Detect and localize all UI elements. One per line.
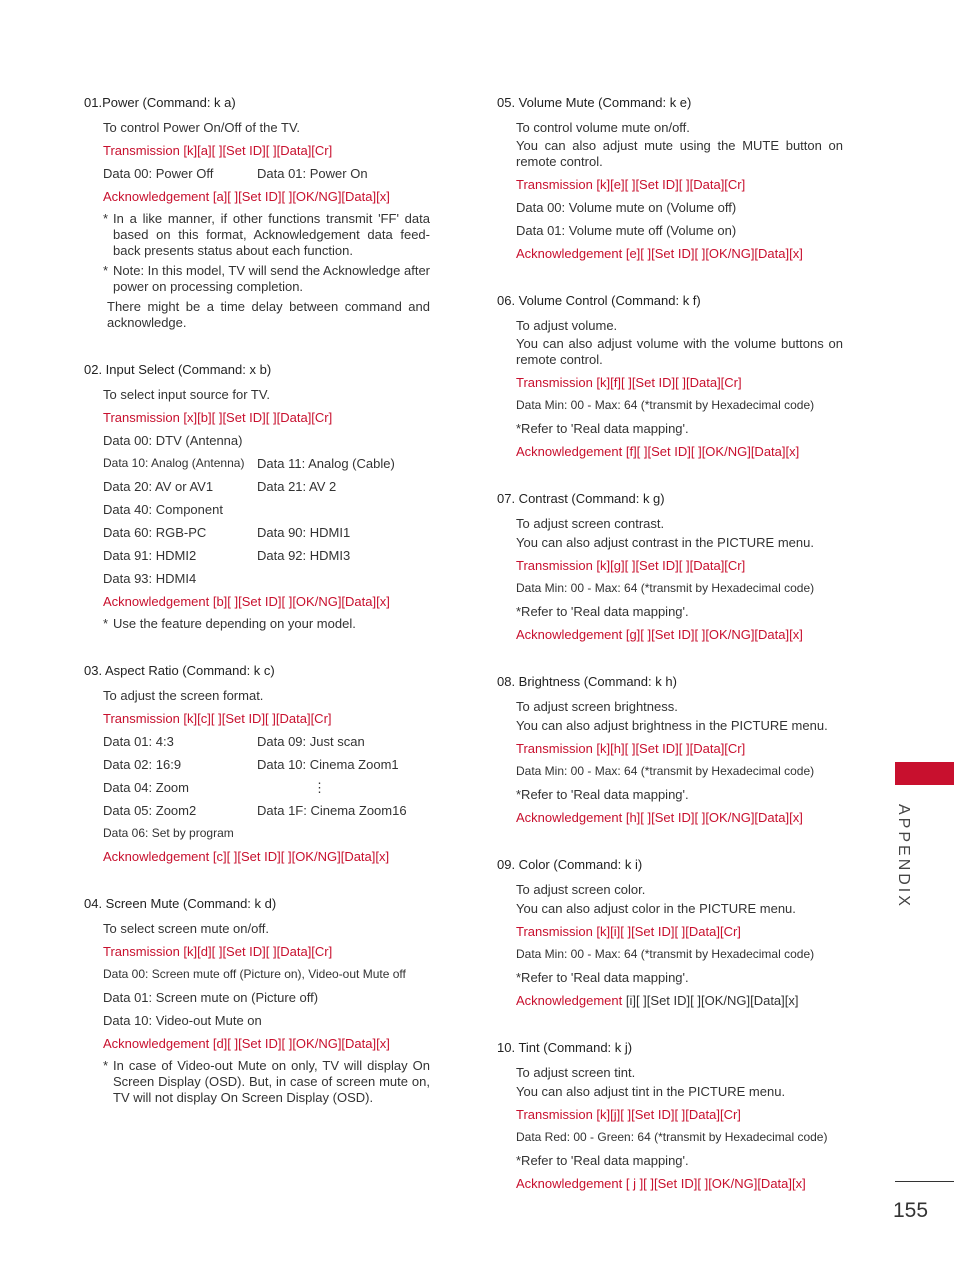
- command-section: [497, 1039, 843, 1192]
- footnote: [103, 211, 430, 259]
- appendix-side-label: [888, 804, 912, 909]
- footnote: [103, 1058, 430, 1106]
- data-value-b: Data 21: AV 2: [257, 479, 337, 494]
- text-line: Data 10: Video-out Mute on: [103, 1013, 262, 1028]
- page-number-rule: [895, 1181, 954, 1182]
- acknowledgement-format: Acknowledgement [g][ ][Set ID][ ][OK/NG][Data][x]: [516, 627, 803, 642]
- command-section: [497, 673, 843, 826]
- footnote-marker: *: [103, 211, 109, 226]
- transmission-format: Transmission [k][g][ ][Set ID][ ][Data][Cr]: [516, 558, 746, 573]
- section-title: 08. Brightness (Command: k h): [497, 674, 677, 689]
- data-value-b: Data 90: HDMI1: [257, 525, 351, 540]
- data-row: [103, 478, 430, 495]
- data-row: [103, 779, 430, 796]
- data-value-a: Data 20: AV or AV1: [103, 479, 214, 494]
- section-title: 09. Color (Command: k i): [497, 857, 643, 872]
- transmission-format: Transmission [k][c][ ][Set ID][ ][Data][Cr]: [103, 711, 332, 726]
- text-line: Data 93: HDMI4: [103, 571, 197, 586]
- transmission-format: Transmission [k][i][ ][Set ID][ ][Data][Cr]: [516, 924, 741, 939]
- data-line: Data Min: 00 - Max: 64 (*transmit by Hexadecimal code): [516, 581, 815, 595]
- text-line: To select screen mute on/off.: [103, 921, 269, 936]
- transmission-format: Transmission [x][b][ ][Set ID][ ][Data][Cr]: [103, 410, 333, 425]
- data-value-a: Data 04: Zoom: [103, 780, 189, 795]
- text-line: Data 01: Screen mute on (Picture off): [103, 990, 319, 1005]
- acknowledgement-format: Acknowledgement [h][ ][Set ID][ ][OK/NG][Data][x]: [516, 810, 803, 825]
- footnote-text: In case of Video-out Mute on only, TV will display On Screen Display (OSD). But, in case of screen mute on, TV will not display On Screen Display (OSD).: [113, 1058, 430, 1105]
- text-line: *Refer to 'Real data mapping'.: [516, 421, 689, 436]
- footnote: [103, 263, 430, 295]
- text-line: To adjust the screen format.: [103, 688, 264, 703]
- section-title: 04. Screen Mute (Command: k d): [84, 896, 277, 911]
- data-row: [103, 756, 430, 773]
- description-text: You can also adjust volume with the volume buttons on remote control.: [516, 336, 843, 367]
- transmission-format: Transmission [k][f][ ][Set ID][ ][Data][Cr]: [516, 375, 742, 390]
- section-title: 03. Aspect Ratio (Command: k c): [84, 663, 275, 678]
- footnote-marker: *: [103, 1058, 109, 1073]
- acknowledgement-format: Acknowledgement [c][ ][Set ID][ ][OK/NG][Data][x]: [103, 849, 390, 864]
- appendix-label-text: APPENDIX: [895, 804, 912, 909]
- data-line: Data Min: 00 - Max: 64 (*transmit by Hexadecimal code): [516, 398, 815, 412]
- data-line: Data 06: Set by program: [103, 826, 234, 840]
- text-line: To control Power On/Off of the TV.: [103, 120, 301, 135]
- text-line: You can also adjust contrast in the PICTURE menu.: [516, 535, 814, 550]
- text-line: Data 00: Volume mute on (Volume off): [516, 200, 737, 215]
- data-row: [103, 455, 430, 472]
- data-line: Data 00: Screen mute off (Picture on), Video-out Mute off: [103, 967, 406, 981]
- command-section: [497, 856, 843, 1009]
- page-number: 155: [893, 1199, 929, 1222]
- data-value-b: Data 11: Analog (Cable): [257, 456, 395, 471]
- text-line: To adjust volume.: [516, 318, 618, 333]
- text-line: Data 40: Component: [103, 502, 223, 517]
- data-value-b: Data 09: Just scan: [257, 734, 365, 749]
- text-line: *Refer to 'Real data mapping'.: [516, 787, 689, 802]
- data-value-b: Data 92: HDMI3: [257, 548, 351, 563]
- command-section: [84, 895, 430, 1106]
- text-line: To adjust screen color.: [516, 882, 646, 897]
- data-row: [103, 802, 430, 819]
- text-line: You can also adjust tint in the PICTURE menu.: [516, 1084, 786, 1099]
- acknowledgement-format: Acknowledgement [a][ ][Set ID][ ][OK/NG][Data][x]: [103, 189, 390, 204]
- text-line: Data 00: DTV (Antenna): [103, 433, 243, 448]
- footnote-text: Use the feature depending on your model.: [113, 616, 356, 631]
- text-line: You can also adjust brightness in the PICTURE menu.: [516, 718, 828, 733]
- data-value-a: Data 05: Zoom2: [103, 803, 197, 818]
- acknowledgement-format: [i][ ][Set ID][ ][OK/NG][Data][x]: [622, 993, 799, 1008]
- data-value-a: Data 91: HDMI2: [103, 548, 197, 563]
- command-section: [84, 361, 430, 632]
- command-section: [497, 94, 843, 262]
- footnote-marker: *: [103, 616, 109, 631]
- acknowledgement-format: Acknowledgement [ j ][ ][Set ID][ ][OK/NG][Data][x]: [516, 1176, 806, 1191]
- text-line: *Refer to 'Real data mapping'.: [516, 1153, 689, 1168]
- transmission-format: Transmission [k][h][ ][Set ID][ ][Data][Cr]: [516, 741, 746, 756]
- data-line: Data Min: 00 - Max: 64 (*transmit by Hexadecimal code): [516, 947, 815, 961]
- acknowledgement-format: Acknowledgement [f][ ][Set ID][ ][OK/NG][Data][x]: [516, 444, 800, 459]
- data-value-a: Data 01: 4:3: [103, 734, 174, 749]
- section-title: 10. Tint (Command: k j): [497, 1040, 633, 1055]
- transmission-format: Transmission [k][e][ ][Set ID][ ][Data][Cr]: [516, 177, 746, 192]
- data-row: [103, 165, 430, 182]
- command-section: [497, 292, 843, 460]
- left-column: [84, 94, 430, 1136]
- data-row: [103, 524, 430, 541]
- right-column: [497, 94, 843, 1222]
- acknowledgement-format: Acknowledgement [b][ ][Set ID][ ][OK/NG][Data][x]: [103, 594, 390, 609]
- ellipsis-dots: ⋮: [313, 780, 326, 795]
- data-row: [103, 547, 430, 564]
- footnote-text: Note: In this model, TV will send the Acknowledge after power on processing completion.: [113, 263, 430, 294]
- transmission-format: Transmission [k][j][ ][Set ID][ ][Data][Cr]: [516, 1107, 741, 1122]
- text-line: To select input source for TV.: [103, 387, 270, 402]
- acknowledgement-line: [516, 992, 843, 1009]
- text-line: Data 01: Volume mute off (Volume on): [516, 223, 737, 238]
- section-title: 06. Volume Control (Command: k f): [497, 293, 701, 308]
- section-title: 07. Contrast (Command: k g): [497, 491, 665, 506]
- section-title: 02. Input Select (Command: x b): [84, 362, 272, 377]
- data-line: Data Red: 00 - Green: 64 (*transmit by Hexadecimal code): [516, 1130, 828, 1144]
- footnote-text: In a like manner, if other functions transmit 'FF' data based on this format, Acknowledgement data feed-back presents status about each function.: [113, 211, 430, 258]
- command-section: [84, 94, 430, 331]
- transmission-format: Transmission [k][d][ ][Set ID][ ][Data][Cr]: [103, 944, 333, 959]
- section-title: 01.Power (Command: k a): [84, 95, 236, 110]
- command-section: [497, 490, 843, 643]
- footnote-continuation: There might be a time delay between command and acknowledge.: [107, 299, 430, 330]
- text-line: To adjust screen contrast.: [516, 516, 665, 531]
- acknowledgement-format: Acknowledgement [d][ ][Set ID][ ][OK/NG][Data][x]: [103, 1036, 390, 1051]
- section-title: 05. Volume Mute (Command: k e): [497, 95, 692, 110]
- text-line: To adjust screen brightness.: [516, 699, 678, 714]
- text-line: *Refer to 'Real data mapping'.: [516, 604, 689, 619]
- footnote-marker: *: [103, 263, 109, 278]
- data-value-b: Data 10: Cinema Zoom1: [257, 757, 399, 772]
- transmission-format: Transmission [k][a][ ][Set ID][ ][Data][Cr]: [103, 143, 333, 158]
- acknowledgement-format: Acknowledgement [e][ ][Set ID][ ][OK/NG][Data][x]: [516, 246, 803, 261]
- text-line: To adjust screen tint.: [516, 1065, 636, 1080]
- footnote: [103, 616, 430, 632]
- command-section: [84, 662, 430, 865]
- data-line: Data Min: 00 - Max: 64 (*transmit by Hexadecimal code): [516, 764, 815, 778]
- data-value-a: Data 10: Analog (Antenna): [103, 456, 245, 470]
- acknowledgement-label: Acknowledgement: [516, 993, 623, 1008]
- data-row: [103, 733, 430, 750]
- data-value-b: Data 01: Power On: [257, 166, 368, 181]
- text-line: You can also adjust color in the PICTURE menu.: [516, 901, 796, 916]
- section-tab-marker: [895, 762, 954, 785]
- text-line: To control volume mute on/off.: [516, 120, 690, 135]
- data-value-a: Data 60: RGB-PC: [103, 525, 207, 540]
- data-value-a: Data 00: Power Off: [103, 166, 214, 181]
- data-value-b: Data 1F: Cinema Zoom16: [257, 803, 407, 818]
- data-value-a: Data 02: 16:9: [103, 757, 182, 772]
- text-line: *Refer to 'Real data mapping'.: [516, 970, 689, 985]
- description-text: You can also adjust mute using the MUTE button on remote control.: [516, 138, 843, 169]
